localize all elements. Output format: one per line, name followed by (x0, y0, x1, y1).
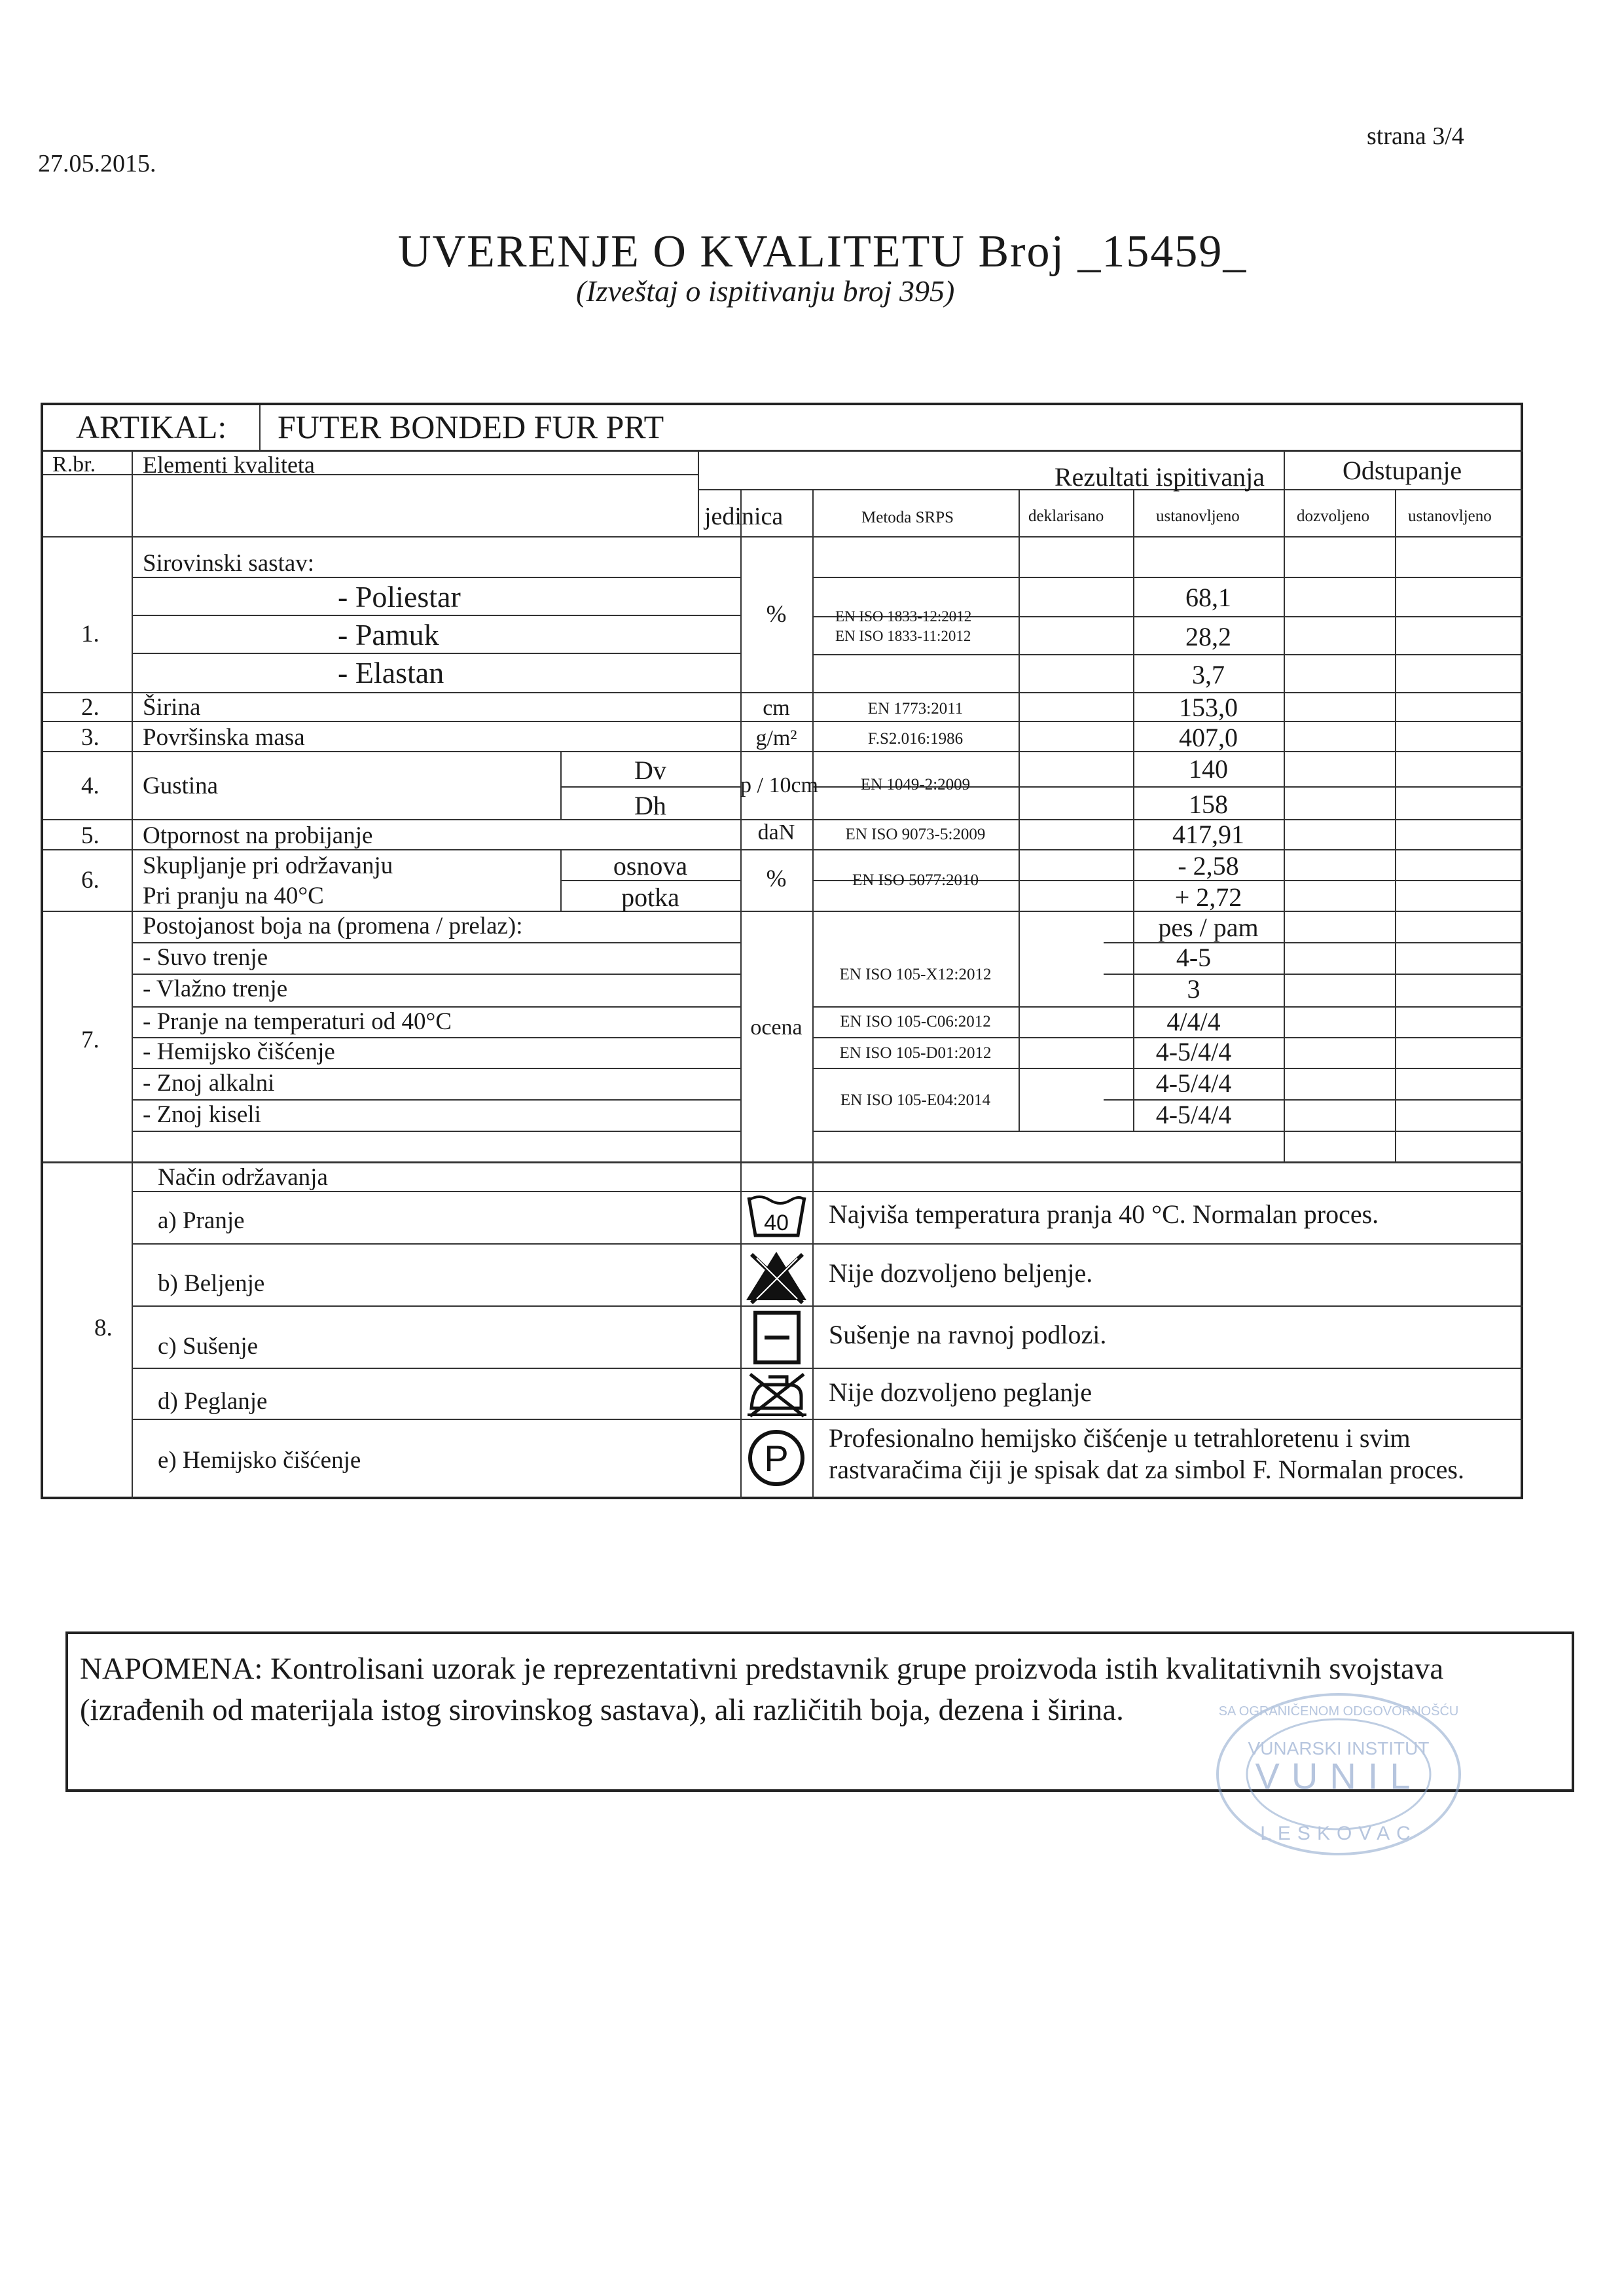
row-6-value-1: - 2,58 (1178, 851, 1239, 881)
row-4-label: Gustina (143, 773, 219, 799)
quality-table (41, 403, 1523, 1499)
svg-text:SA OGRANIČENOM ODGOVORNOŠĆU: SA OGRANIČENOM ODGOVORNOŠĆU (1218, 1704, 1459, 1719)
row-7-header-value: pes / pam (1158, 913, 1259, 942)
row-3-unit: g/m² (755, 726, 797, 750)
row-7-value: 3 (1187, 974, 1200, 1004)
row-7-value: 4-5/4/4 (1155, 1068, 1232, 1098)
row-7-method-3: EN ISO 105-D01:2012 (839, 1044, 992, 1062)
svg-text:40: 40 (764, 1211, 789, 1235)
row-6-label-1: Skupljanje pri održavanju (143, 852, 393, 879)
header-deviation: Odstupanje (1343, 456, 1462, 485)
care-label: d) Peglanje (158, 1388, 268, 1415)
document-title: UVERENJE O KVALITETU Broj _15459_ (398, 227, 1248, 277)
care-label: b) Beljenje (158, 1270, 265, 1297)
header-allowed: dozvoljeno (1297, 507, 1370, 525)
row-5-number: 5. (81, 822, 99, 849)
row-2-unit: cm (763, 696, 790, 720)
row-7-item: - Vlažno trenje (143, 975, 288, 1002)
row-5-label: Otpornost na probijanje (143, 822, 373, 849)
row-1-item: - Pamuk (338, 618, 439, 651)
svg-text:P: P (764, 1438, 789, 1479)
care-text: rastvaračima čiji je spisak dat za simbol F. Normalan proces. (829, 1455, 1464, 1484)
row-1-method-1: EN ISO 1833-12:2012 (835, 608, 972, 625)
row-1-value: 28,2 (1185, 622, 1231, 651)
row-7-method-2: EN ISO 105-C06:2012 (840, 1013, 991, 1030)
care-label: a) Pranje (158, 1207, 245, 1234)
header-method: Metoda SRPS (861, 509, 954, 526)
row-4-sub-2: Dh (634, 791, 666, 820)
row-7-item: - Znoj kiseli (143, 1101, 261, 1128)
note-text: NAPOMENA: Kontrolisani uzorak je reprezentativni predstavnik grupe proizvoda istih kvalitativnih svojstava (izrađenih od materijala istog sirovinskog sastava), ali različitih boja, dezena i širina. (80, 1652, 1444, 1728)
svg-text:LESKOVAC: LESKOVAC (1260, 1823, 1417, 1844)
row-6-sub-1: osnova (613, 851, 688, 881)
institute-stamp (1211, 1689, 1466, 1859)
wash-40-icon (742, 1190, 811, 1242)
row-5-unit: daN (757, 820, 795, 845)
row-1-number: 1. (81, 621, 99, 647)
row-7-label: Postojanost boja na (promena / prelaz): (143, 913, 523, 939)
row-7-value: 4-5/4/4 (1155, 1037, 1232, 1066)
row-3-method: F.S2.016:1986 (867, 730, 964, 748)
row-1-value: 68,1 (1185, 583, 1231, 612)
care-label: e) Hemijsko čišćenje (158, 1447, 361, 1474)
row-3-number: 3. (81, 724, 99, 751)
row-7-item: - Suvo trenje (143, 944, 268, 971)
row-2-number: 2. (81, 694, 99, 721)
row-6-label-2: Pri pranju na 40°C (143, 883, 324, 909)
row-4-number: 4. (81, 773, 99, 799)
header-results: Rezultati ispitivanja (1055, 462, 1265, 492)
no-iron-icon (742, 1370, 811, 1419)
article-label: ARTIKAL: (76, 409, 227, 445)
row-2-label: Širina (143, 694, 201, 721)
row-2-method: EN 1773:2011 (867, 700, 964, 718)
row-7-unit: ocena (750, 1015, 803, 1040)
row-1-item: - Poliestar (338, 580, 461, 613)
header-deviation-established: ustanovljeno (1408, 507, 1492, 525)
row-4-method: EN 1049-2:2009 (860, 776, 971, 793)
row-7-item: - Hemijsko čišćenje (143, 1038, 335, 1065)
row-1-item: - Elastan (338, 656, 444, 689)
row-7-value: 4-5 (1176, 943, 1212, 972)
no-bleach-icon (742, 1247, 811, 1305)
row-6-value-2: + 2,72 (1174, 883, 1242, 912)
row-2-value: 153,0 (1179, 693, 1238, 722)
svg-text:VUNARSKI INSTITUT: VUNARSKI INSTITUT (1248, 1738, 1430, 1758)
row-7-method-4: EN ISO 105-E04:2014 (840, 1091, 991, 1109)
row-6-number: 6. (81, 867, 99, 894)
dry-clean-p-icon (742, 1421, 811, 1497)
row-4-sub-1: Dv (634, 756, 666, 785)
row-7-value: 4-5/4/4 (1155, 1100, 1232, 1129)
row-1-method-2: EN ISO 1833-11:2012 (835, 628, 971, 644)
row-3-label: Površinska masa (143, 724, 305, 751)
row-7-number: 7. (81, 1027, 99, 1053)
care-text: Najviša temperatura pranja 40 °C. Normalan proces. (829, 1199, 1379, 1229)
row-7-method-1: EN ISO 105-X12:2012 (839, 966, 992, 983)
row-4-value-1: 140 (1189, 754, 1228, 784)
row-4-value-2: 158 (1189, 790, 1228, 819)
row-5-value: 417,91 (1172, 820, 1244, 849)
header-declared: deklarisano (1028, 507, 1104, 525)
row-6-unit: % (766, 866, 787, 892)
care-text: Nije dozvoljeno beljenje. (829, 1258, 1093, 1288)
page-number: strana 3/4 (1367, 122, 1464, 150)
document-subtitle: (Izveštaj o ispitivanju broj 395) (576, 274, 955, 308)
row-1-unit: % (766, 601, 787, 628)
care-label: c) Sušenje (158, 1333, 259, 1360)
care-text: Nije dozvoljeno peglanje (829, 1377, 1092, 1407)
document-date: 27.05.2015. (38, 150, 156, 177)
row-4-unit: p / 10cm (740, 773, 818, 797)
row-8-number: 8. (94, 1315, 113, 1341)
row-7-value: 4/4/4 (1166, 1007, 1221, 1036)
care-text: Sušenje na ravnoj podlozi. (829, 1320, 1107, 1349)
row-7-item: - Pranje na temperaturi od 40°C (143, 1008, 452, 1035)
row-6-method: EN ISO 5077:2010 (852, 871, 979, 889)
row-6-sub-2: potka (621, 883, 679, 912)
care-text: Profesionalno hemijsko čišćenje u tetrahloretenu i svim (829, 1423, 1411, 1453)
header-rbr: R.br. (52, 452, 96, 477)
row-1-label: Sirovinski sastav: (143, 550, 315, 577)
svg-text:VUNIL: VUNIL (1255, 1755, 1422, 1796)
flat-dry-icon (742, 1309, 811, 1366)
header-unit: jedinica (704, 503, 784, 530)
article-value: FUTER BONDED FUR PRT (278, 409, 664, 445)
row-3-value: 407,0 (1179, 723, 1238, 752)
row-7-item: - Znoj alkalni (143, 1070, 275, 1097)
header-established: ustanovljeno (1156, 507, 1240, 525)
row-8-label: Način održavanja (158, 1164, 328, 1191)
row-5-method: EN ISO 9073-5:2009 (845, 826, 986, 843)
header-elements: Elementi kvaliteta (143, 452, 315, 478)
row-1-value: 3,7 (1192, 660, 1225, 689)
